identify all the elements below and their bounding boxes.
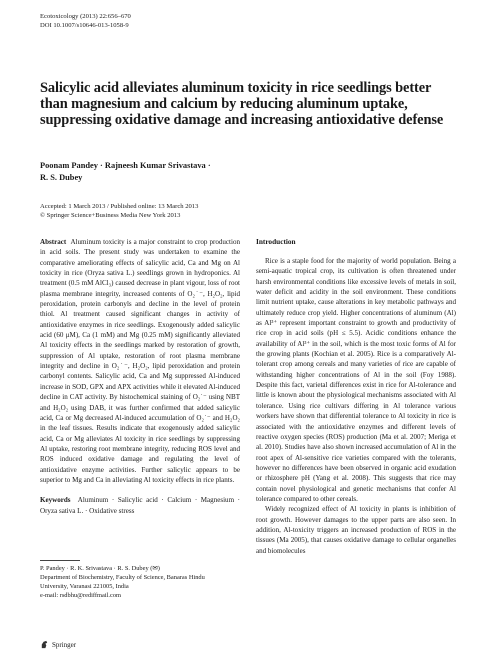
publisher-logo [40, 640, 76, 649]
publication-dates [40, 202, 198, 220]
author-list [40, 160, 340, 183]
left-column [40, 237, 240, 516]
paper-title: Salicylic acid alleviates aluminum toxicity in rice seedlings better than magnesium and calcium by reducing aluminum uptake, suppressing oxidative damage and increasing antioxidative defense [40, 80, 444, 128]
introduction-paragraph-2: Widely recognized effect of Al toxicity in plants is inhibition of root growth. However damages to the upper parts are also seen. In addition, Al-toxicity triggers an increased production of ROS in the tissues (Ma 2005), that causes oxidative damage to cellular organelles and biomolecules [256, 505, 456, 555]
accepted-date: Accepted: 1 March 2013 / Published online: 13 March 2013 [40, 203, 199, 210]
publisher-name: Springer [52, 640, 77, 649]
copyright-notice: © Springer Science+Business Media New York 2013 [40, 212, 181, 219]
affiliation-line-2: Department of Biochemistry, Faculty of Science, Banaras Hindu [40, 573, 205, 581]
introduction-heading: Introduction [256, 237, 296, 246]
keywords-text: Aluminum · Salicylic acid · Calcium · Magnesium · Oryza sativa L. · Oxidative stress [40, 496, 240, 515]
introduction-paragraph-1: Rice is a staple food for the majority of world population. Being a semi-aquatic tropical crop, its cultivation is often threatened under harsh environmental conditions like excessive levels of metals in soil, water deficit and acidity in the soil environment. These conditions limit nutrient uptake, cause alterations in key metabolic pathways and ultimately reduce crop yield. Higher concentrations of aluminum (Al) as Al³⁺ represent important constraint to growth and productivity of rice crop in acid soils (pH ≤ 5.5). Acidic conditions enhance the availability of Al³⁺ in the soil, which is the most toxic forms of Al for the growing plants (Kochian et al. 2005). Rice is a comparatively Al-tolerant crop among cereals and many varieties of rice are capable of withstanding higher concentrations of Al in the soil (Foy 1988). Despite this fact, varietal differences exist in rice for Al-tolerance and little is known about the physiological mechanisms associated with Al tolerance. Using rice cultivars differing in Al tolerance various workers have shown that differential tolerance to Al toxicity in rice is associated with the antioxidative enzymes and different levels of reactive oxygen species (ROS) production (Ma et al. 2007; Meriga et al. 2010). Studies have also shown increased accumulation of Al in the root apex of Al-sensitive rice varieties compared with the tolerants, however no differences have been observed in organic acid exudation or rhizosphere pH (Yang et al. 2008). This suggests that rice may contain novel physiological and genetic mechanisms that confer Al tolerance compared to other cereals. [256, 257, 456, 503]
abstract [40, 237, 240, 485]
author-affiliation [40, 560, 240, 601]
affiliation-line-3: University, Varanasi 221005, India [40, 582, 129, 590]
keywords [40, 495, 240, 516]
author-line-2: R. S. Dubey [40, 172, 83, 182]
abstract-text: Aluminum toxicity is a major constraint to crop production in acid soils. The present study was undertaken to examine the comparative ameliorating effects of salicylic acid, Ca and Mg on Al toxicity in rice (Oryza sativa L.) seedlings grown in hydroponics. Al treatment (0.5 mM AlCl₃) caused decrease in plant vigour, loss of root plasma membrane integrity, increased contents of O₂˙⁻, H₂O₂, lipid peroxidation, protein carbonyls and decline in the level of protein thiol. Al treatment caused significant changes in activity of antioxidative enzymes in rice seedlings. Exogenously added salicylic acid (60 μM), Ca (1 mM) and Mg (0.25 mM) significantly alleviated Al toxicity effects in the seedlings marked by restoration of growth, suppression of Al uptake, restoration of root plasma membrane integrity and decline in O₂˙⁻, H₂O₂, lipid peroxidation and protein carbonyl contents. Salicylic acid, Ca and Mg suppressed Al-induced increase in SOD, GPX and APX activities while it elevated Al-induced decline in CAT activity. By histochemical staining of O₂˙⁻ using NBT and H₂O₂ using DAB, it was further confirmed that added salicylic acid, Ca or Mg decreased Al-induced accumulation of O₂˙⁻ and H₂O₂ in the leaf tissues. Results indicate that exogenously added salicylic acid, Ca or Mg alleviates Al toxicity in rice seedlings by suppressing Al uptake, restoring root membrane integrity, reducing ROS level and ROS induced oxidative damage and regulating the level of antioxidative enzyme activities. Further salicylic appears to be superior to Mg and Ca in alleviating Al toxicity effects in rice plants. [40, 238, 241, 484]
journal-doi: DOI 10.1007/s10646-013-1058-9 [40, 22, 129, 29]
keywords-label: Keywords [40, 496, 71, 505]
footnote-divider [40, 560, 80, 561]
springer-horse-icon [40, 640, 49, 649]
affiliation-line-1: P. Pandey · R. K. Srivastava · R. S. Dubey (✉) [40, 565, 160, 572]
abstract-label: Abstract [40, 238, 67, 246]
affiliation-email: e-mail: rsdbhu@rediffmail.com [40, 591, 122, 599]
journal-citation: Ecotoxicology (2013) 22:656–670 [40, 13, 131, 20]
right-column [256, 237, 456, 556]
journal-header [40, 12, 131, 30]
author-line-1: Poonam Pandey · Rajneesh Kumar Srivastava · [40, 161, 211, 170]
